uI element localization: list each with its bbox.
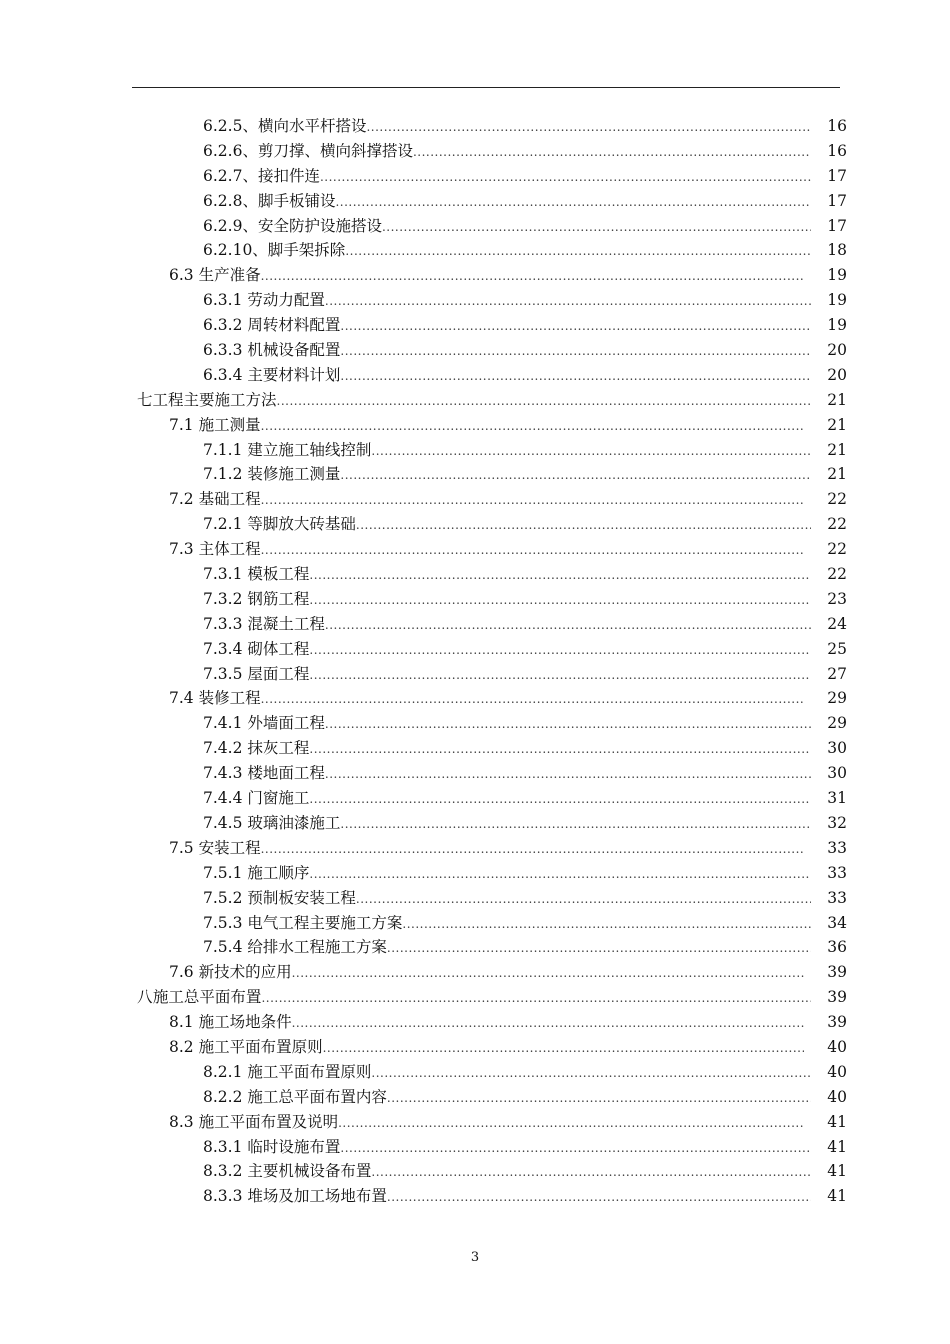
toc-entry-title: 7.5.4 给排水工程施工方案 xyxy=(203,938,387,957)
toc-dot-leader xyxy=(320,165,811,190)
toc-entry-line xyxy=(203,164,817,190)
toc-entry-title: 6.3.3 机械设备配置 xyxy=(203,341,341,360)
toc-entry[interactable] xyxy=(0,263,950,288)
toc-dot-leader xyxy=(309,588,811,613)
toc-entry-line xyxy=(203,562,817,588)
toc-dot-leader xyxy=(309,563,811,588)
toc-dot-leader xyxy=(261,264,804,289)
toc-entry-line xyxy=(203,189,817,215)
toc-entry-title: 7.4.4 门窗施工 xyxy=(203,789,310,808)
toc-dot-leader xyxy=(345,239,811,264)
toc-entry-title: 7.1.2 装修施工测量 xyxy=(203,465,341,484)
toc-entry-title: 7.3.5 屋面工程 xyxy=(203,664,310,683)
toc-dot-leader xyxy=(387,936,811,961)
toc-page-number: 33 xyxy=(827,888,847,907)
toc-entry-title: 6.2.7、接扣件连 xyxy=(203,166,320,185)
toc-entry[interactable] xyxy=(0,960,950,985)
toc-dot-leader xyxy=(382,215,811,240)
toc-page-number: 41 xyxy=(827,1112,847,1131)
toc-entry[interactable] xyxy=(0,338,950,363)
toc-page-number: 19 xyxy=(827,316,847,335)
toc-entry-line xyxy=(169,537,810,563)
toc-entry[interactable] xyxy=(0,1110,950,1135)
toc-page-number: 29 xyxy=(827,689,847,708)
toc-entry-line xyxy=(169,413,810,439)
toc-page-number: 22 xyxy=(827,565,847,584)
toc-dot-leader xyxy=(340,1136,811,1161)
toc-entry[interactable] xyxy=(0,139,950,164)
toc-entry-title: 7.5 安装工程 xyxy=(169,838,261,857)
toc-dot-leader xyxy=(338,1111,804,1136)
toc-dot-leader xyxy=(325,613,811,638)
toc-entry-line xyxy=(203,1085,817,1111)
toc-entry-line xyxy=(203,711,817,737)
toc-entry-line xyxy=(203,288,817,314)
toc-page-number: 39 xyxy=(827,1013,847,1032)
toc-entry[interactable] xyxy=(0,1060,950,1085)
header-rule xyxy=(132,87,840,88)
toc-entry[interactable] xyxy=(0,413,950,438)
toc-entry-title: 8.3 施工平面布置及说明 xyxy=(169,1112,339,1131)
toc-entry-line xyxy=(203,363,817,389)
toc-entry-title: 8.2.1 施工平面布置原则 xyxy=(203,1062,372,1081)
toc-entry[interactable] xyxy=(0,985,950,1010)
toc-dot-leader xyxy=(261,687,804,712)
toc-entry-line xyxy=(137,388,817,414)
toc-entry-line xyxy=(203,1060,817,1086)
toc-entry[interactable] xyxy=(0,935,950,960)
toc-page-number: 32 xyxy=(827,813,847,832)
toc-page-number: 18 xyxy=(827,241,847,260)
toc-dot-leader xyxy=(371,1061,811,1086)
toc-entry[interactable] xyxy=(0,811,950,836)
toc-page-number: 24 xyxy=(827,614,847,633)
toc-page-number: 25 xyxy=(827,639,847,658)
toc-entry-title: 8.3.2 主要机械设备布置 xyxy=(203,1162,372,1181)
toc-entry-line xyxy=(203,1159,817,1185)
toc-page-number: 17 xyxy=(827,216,847,235)
toc-entry[interactable] xyxy=(0,587,950,612)
toc-entry-line xyxy=(203,1135,817,1161)
toc-entry[interactable] xyxy=(0,363,950,388)
toc-page-number: 33 xyxy=(827,863,847,882)
toc-entry-title: 6.2.9、安全防护设施搭设 xyxy=(203,216,382,235)
toc-entry-title: 7.4 装修工程 xyxy=(169,689,261,708)
toc-entry-line xyxy=(203,139,817,165)
toc-entry-line xyxy=(203,637,817,663)
toc-dot-leader xyxy=(261,488,804,513)
toc-dot-leader xyxy=(277,389,811,414)
toc-page-number: 21 xyxy=(827,390,847,409)
toc-entry-title: 7.2 基础工程 xyxy=(169,490,261,509)
toc-entry-title: 8.2 施工平面布置原则 xyxy=(169,1037,323,1056)
toc-page-number: 29 xyxy=(827,714,847,733)
toc-entry-title: 7.3.3 混凝土工程 xyxy=(203,614,325,633)
toc-entry[interactable] xyxy=(0,786,950,811)
toc-entry-line xyxy=(169,1110,810,1136)
toc-entry[interactable] xyxy=(0,438,950,463)
toc-entry[interactable] xyxy=(0,462,950,487)
toc-page-number: 39 xyxy=(827,988,847,1007)
toc-entry-line xyxy=(203,114,817,140)
toc-page-number: 40 xyxy=(827,1062,847,1081)
toc-entry-title: 8.1 施工场地条件 xyxy=(169,1013,292,1032)
toc-dot-leader xyxy=(340,812,811,837)
toc-page-number: 16 xyxy=(827,141,847,160)
page-number: 3 xyxy=(470,1250,480,1265)
toc-page-number: 40 xyxy=(827,1037,847,1056)
toc-page-number: 21 xyxy=(827,440,847,459)
toc-entry-line xyxy=(203,911,817,937)
toc-entry-title: 7.4.3 楼地面工程 xyxy=(203,764,325,783)
toc-page-number: 36 xyxy=(827,938,847,957)
toc-entry[interactable] xyxy=(0,612,950,637)
toc-entry-line xyxy=(203,1184,817,1210)
toc-page-number: 20 xyxy=(827,341,847,360)
toc-dot-leader xyxy=(356,887,811,912)
toc-entry-title: 7.3.2 钢筋工程 xyxy=(203,589,310,608)
toc-dot-leader xyxy=(325,289,811,314)
toc-entry[interactable] xyxy=(0,288,950,313)
toc-entry[interactable] xyxy=(0,114,950,139)
toc-dot-leader xyxy=(340,463,811,488)
toc-entry[interactable] xyxy=(0,761,950,786)
toc-entry-title: 7.5.3 电气工程主要施工方案 xyxy=(203,913,403,932)
toc-entry-title: 6.3.2 周转材料配置 xyxy=(203,316,341,335)
toc-entry-title: 6.3 生产准备 xyxy=(169,266,261,285)
toc-entry-title: 6.2.10、脚手架拆除 xyxy=(203,241,346,260)
toc-entry-title: 8.3.3 堆场及加工场地布置 xyxy=(203,1187,387,1206)
toc-dot-leader xyxy=(371,439,811,464)
toc-page-number: 22 xyxy=(827,490,847,509)
toc-entry-line xyxy=(203,935,817,961)
toc-entry-title: 7.2.1 等脚放大砖基础 xyxy=(203,515,356,534)
toc-entry-line xyxy=(169,960,810,986)
toc-page-number: 17 xyxy=(827,166,847,185)
toc-entry-title: 施工总平面布置 xyxy=(152,988,262,1007)
toc-dot-leader xyxy=(309,663,811,688)
toc-entry-title: 工程主要施工方法 xyxy=(152,390,277,409)
toc-entry-line xyxy=(203,438,817,464)
toc-entry-title: 7.1.1 建立施工轴线控制 xyxy=(203,440,372,459)
toc-entry[interactable] xyxy=(0,1159,950,1184)
toc-entry-line xyxy=(203,238,817,264)
toc-entry-line xyxy=(169,487,810,513)
toc-entry[interactable] xyxy=(0,313,950,338)
toc-dot-leader xyxy=(371,1160,811,1185)
toc-dot-leader xyxy=(325,712,811,737)
toc-entry-line xyxy=(203,886,817,912)
toc-entry-line xyxy=(203,512,817,538)
toc-page-number: 23 xyxy=(827,589,847,608)
toc-entry-line xyxy=(203,214,817,240)
toc-page-number: 16 xyxy=(827,117,847,135)
toc-page-number: 30 xyxy=(827,764,847,783)
toc-entry-title: 8.3.1 临时设施布置 xyxy=(203,1137,341,1156)
toc-page-number: 21 xyxy=(827,465,847,484)
toc-entry-title: 8.2.2 施工总平面布置内容 xyxy=(203,1087,387,1106)
toc-entry[interactable] xyxy=(0,537,950,562)
toc-entry[interactable] xyxy=(0,736,950,761)
table-of-contents xyxy=(0,114,950,1209)
toc-entry-line xyxy=(203,736,817,762)
toc-entry-line xyxy=(203,612,817,638)
toc-entry-title: 6.3.4 主要材料计划 xyxy=(203,365,341,384)
toc-page-number: 19 xyxy=(827,266,847,285)
toc-page-number: 40 xyxy=(827,1087,847,1106)
toc-entry[interactable] xyxy=(0,886,950,911)
toc-entry[interactable] xyxy=(0,214,950,239)
toc-dot-leader xyxy=(340,364,811,389)
toc-entry[interactable] xyxy=(0,1010,950,1035)
toc-entry[interactable] xyxy=(0,686,950,711)
toc-dot-leader xyxy=(292,961,804,986)
toc-entry-title: 7.4.1 外墙面工程 xyxy=(203,714,325,733)
toc-dot-leader xyxy=(261,414,804,439)
toc-entry[interactable] xyxy=(0,662,950,687)
toc-entry[interactable] xyxy=(0,562,950,587)
toc-page-number: 41 xyxy=(827,1137,847,1156)
toc-entry-title: 6.2.8、脚手板铺设 xyxy=(203,191,336,210)
toc-entry[interactable] xyxy=(0,512,950,537)
toc-dot-leader xyxy=(309,638,811,663)
toc-entry-line xyxy=(169,1010,810,1036)
toc-entry[interactable] xyxy=(0,1035,950,1060)
toc-dot-leader xyxy=(356,513,811,538)
toc-page-number: 27 xyxy=(827,664,847,683)
toc-entry-line xyxy=(203,338,817,364)
toc-entry-title: 7.3 主体工程 xyxy=(169,540,261,559)
toc-page-number: 19 xyxy=(827,291,847,310)
toc-entry-line xyxy=(203,811,817,837)
toc-entry[interactable] xyxy=(0,238,950,263)
toc-entry-line xyxy=(203,662,817,688)
toc-entry[interactable] xyxy=(0,487,950,512)
toc-entry-line xyxy=(169,263,810,289)
toc-page-number: 21 xyxy=(827,415,847,434)
toc-entry[interactable] xyxy=(0,1184,950,1209)
toc-entry-line xyxy=(169,686,810,712)
toc-entry-title: 6.2.5、横向水平杆搭设 xyxy=(203,117,367,135)
toc-dot-leader xyxy=(413,140,811,165)
toc-dot-leader xyxy=(292,1011,804,1036)
toc-dot-leader xyxy=(387,1086,811,1111)
toc-entry[interactable] xyxy=(0,861,950,886)
toc-entry-line xyxy=(169,1035,810,1061)
toc-dot-leader xyxy=(309,737,811,762)
toc-dot-leader xyxy=(335,190,811,215)
toc-dot-leader xyxy=(309,787,811,812)
toc-dot-leader xyxy=(340,314,811,339)
toc-dot-leader xyxy=(309,862,811,887)
toc-page-number: 41 xyxy=(827,1162,847,1181)
toc-entry-line xyxy=(203,313,817,339)
toc-entry-title: 7.5.2 预制板安装工程 xyxy=(203,888,356,907)
toc-entry-line xyxy=(169,836,810,862)
toc-entry-line xyxy=(137,985,817,1011)
toc-page-number: 30 xyxy=(827,739,847,758)
toc-dot-leader xyxy=(323,1036,804,1061)
toc-dot-leader xyxy=(261,986,811,1011)
toc-entry[interactable] xyxy=(0,164,950,189)
toc-page-number: 31 xyxy=(827,789,847,808)
toc-entry[interactable] xyxy=(0,911,950,936)
toc-entry[interactable] xyxy=(0,388,950,413)
toc-entry-title: 7.3.4 砌体工程 xyxy=(203,639,310,658)
toc-entry-line xyxy=(203,462,817,488)
toc-entry-title: 6.2.6、剪刀撑、横向斜撑搭设 xyxy=(203,141,413,160)
toc-entry-title: 7.3.1 模板工程 xyxy=(203,565,310,584)
toc-entry[interactable] xyxy=(0,637,950,662)
toc-entry-title: 7.6 新技术的应用 xyxy=(169,963,292,982)
toc-page-number: 34 xyxy=(827,913,847,932)
toc-dot-leader xyxy=(402,912,811,937)
toc-entry-title: 6.3.1 劳动力配置 xyxy=(203,291,325,310)
toc-dot-leader xyxy=(261,837,804,862)
toc-entry-line xyxy=(203,587,817,613)
toc-dot-leader xyxy=(387,1185,811,1210)
toc-chapter-number: 八 xyxy=(137,988,153,1007)
toc-page-number: 17 xyxy=(827,191,847,210)
toc-chapter-number: 七 xyxy=(137,390,153,409)
toc-entry-title: 7.4.5 玻璃油漆施工 xyxy=(203,813,341,832)
toc-entry-line xyxy=(203,861,817,887)
toc-entry[interactable] xyxy=(0,711,950,736)
toc-page-number: 22 xyxy=(827,540,847,559)
toc-page-number: 41 xyxy=(827,1187,847,1206)
toc-dot-leader xyxy=(366,115,811,140)
toc-page-number: 20 xyxy=(827,365,847,384)
toc-entry[interactable] xyxy=(0,836,950,861)
toc-entry-title: 7.1 施工测量 xyxy=(169,415,261,434)
toc-entry[interactable] xyxy=(0,189,950,214)
toc-entry-title: 7.5.1 施工顺序 xyxy=(203,863,310,882)
toc-entry[interactable] xyxy=(0,1085,950,1110)
toc-page-number: 33 xyxy=(827,838,847,857)
toc-page-number: 39 xyxy=(827,963,847,982)
toc-page-number: 22 xyxy=(827,515,847,534)
toc-dot-leader xyxy=(261,538,804,563)
toc-entry-line xyxy=(203,786,817,812)
toc-entry-line xyxy=(203,761,817,787)
toc-entry[interactable] xyxy=(0,1135,950,1160)
toc-dot-leader xyxy=(325,762,811,787)
toc-dot-leader xyxy=(340,339,811,364)
toc-entry-title: 7.4.2 抹灰工程 xyxy=(203,739,310,758)
